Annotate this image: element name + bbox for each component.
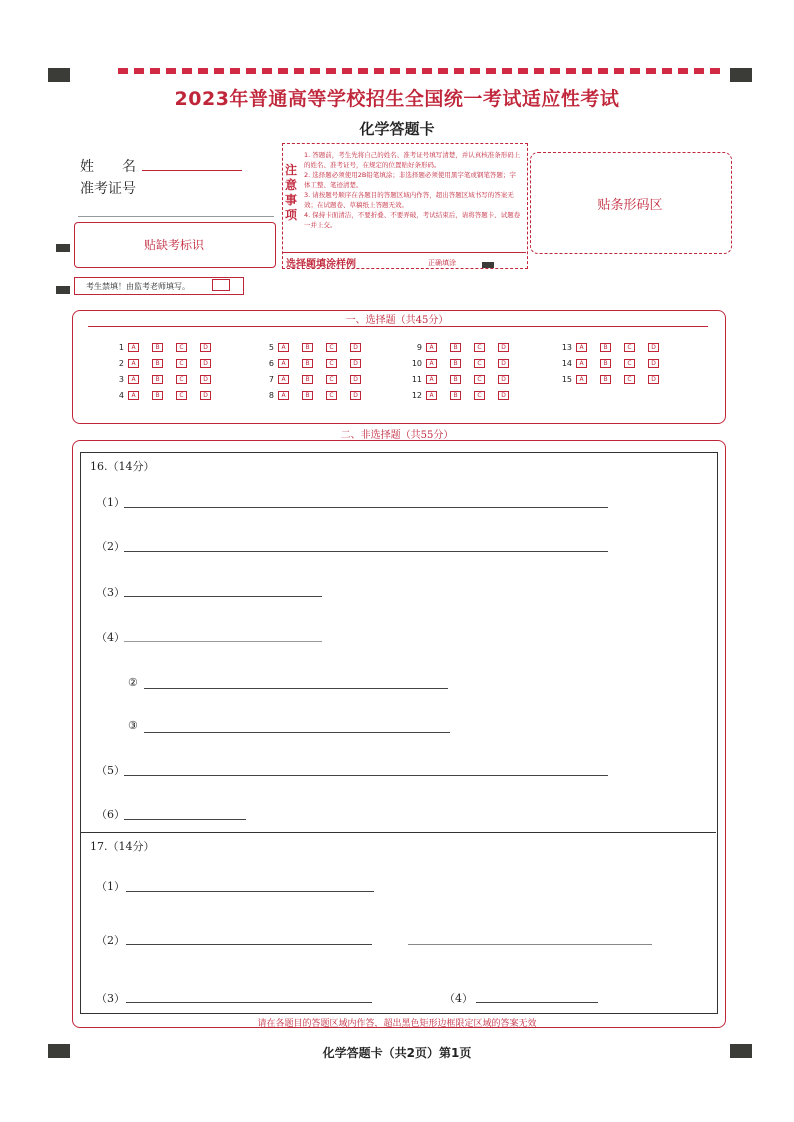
choice-row xyxy=(410,375,522,384)
choice-bubble[interactable]: D xyxy=(200,343,211,352)
choice-bubble[interactable]: A xyxy=(576,359,587,368)
choice-bubble[interactable]: D xyxy=(350,375,361,384)
choice-bubble[interactable]: C xyxy=(176,343,187,352)
choice-bubble[interactable]: B xyxy=(152,375,163,384)
choice-bubble[interactable]: A xyxy=(278,375,289,384)
question-number: 14 xyxy=(561,359,572,368)
choice-bubble[interactable]: A xyxy=(426,359,437,368)
choice-bubble[interactable]: A xyxy=(278,391,289,400)
choice-row xyxy=(560,375,672,384)
choice-bubble[interactable]: C xyxy=(624,343,635,352)
choice-bubble[interactable]: C xyxy=(624,375,635,384)
choice-row xyxy=(262,375,374,384)
choice-bubble[interactable]: D xyxy=(350,343,361,352)
q16-part5-answer[interactable] xyxy=(124,775,608,776)
choice-row xyxy=(112,375,224,384)
choice-bubble[interactable]: D xyxy=(498,391,509,400)
choice-bubble[interactable]: B xyxy=(152,391,163,400)
q16-sub2-answer[interactable] xyxy=(144,688,448,689)
choice-row xyxy=(560,343,672,352)
choice-bubble[interactable]: B xyxy=(152,359,163,368)
choice-bubble[interactable]: C xyxy=(474,359,485,368)
q17-part2-answer-a[interactable] xyxy=(126,944,372,945)
choice-bubble[interactable]: B xyxy=(600,359,611,368)
section1-title-underline xyxy=(88,326,708,327)
q17-part4-label: （4） xyxy=(444,992,473,1005)
choice-bubble[interactable]: B xyxy=(152,343,163,352)
choice-bubble[interactable]: A xyxy=(128,359,139,368)
choice-bubble[interactable]: B xyxy=(302,375,313,384)
question-number: 4 xyxy=(118,391,124,400)
header-dash-line xyxy=(118,68,722,74)
alignment-marker-top-right xyxy=(730,68,752,82)
choice-bubble[interactable]: C xyxy=(326,359,337,368)
missing-exam-label: 贴缺考标识 xyxy=(143,238,204,252)
choice-bubble[interactable]: C xyxy=(474,375,485,384)
choice-row xyxy=(410,391,522,400)
q16-part6-label: （6） xyxy=(96,808,125,821)
q17-part3-label: （3） xyxy=(96,992,125,1005)
question-number: 11 xyxy=(411,375,422,384)
alignment-marker-top-left xyxy=(48,68,70,82)
answer-region-frame xyxy=(80,452,718,1014)
choice-bubble[interactable]: C xyxy=(474,391,485,400)
question-number: 10 xyxy=(411,359,422,368)
choice-bubble[interactable]: A xyxy=(278,343,289,352)
question-number: 6 xyxy=(268,359,274,368)
proctor-text: 考生禁填！由监考老师填写。 xyxy=(86,282,190,291)
choice-bubble[interactable]: D xyxy=(350,359,361,368)
q16-part1-label: （1） xyxy=(96,496,125,509)
choice-row xyxy=(262,391,374,400)
name-label: 姓 名 xyxy=(80,159,136,175)
choice-bubble[interactable]: B xyxy=(600,375,611,384)
barcode-label: 贴条形码区 xyxy=(597,198,663,213)
choice-bubble[interactable]: A xyxy=(426,375,437,384)
choice-bubble[interactable]: A xyxy=(576,343,587,352)
notice-divider xyxy=(282,252,526,253)
question-number: 9 xyxy=(416,343,422,352)
choice-bubble[interactable]: A xyxy=(128,343,139,352)
q17-label: 17.（14分） xyxy=(90,840,155,853)
choice-bubble[interactable]: A xyxy=(576,375,587,384)
choice-row xyxy=(112,343,224,352)
notice-item: 1. 答题前，考生先将自己的姓名、准考证号填写清楚，并认真核准条形码上的姓名、准考证号，在规定的位置贴好条形码。 xyxy=(304,151,521,169)
choice-row xyxy=(112,391,224,400)
choice-bubble[interactable]: A xyxy=(278,359,289,368)
notice-list xyxy=(304,150,522,230)
page-title: 2023年普通高等学校招生全国统一考试适应性考试 xyxy=(174,88,620,110)
question-number: 7 xyxy=(268,375,274,384)
question-number: 13 xyxy=(561,343,572,352)
q16-part3-label: （3） xyxy=(96,586,125,599)
section1-title: 一、选择题（共45分） xyxy=(345,315,449,326)
choice-bubble[interactable]: B xyxy=(450,391,461,400)
choice-row xyxy=(410,343,522,352)
choice-bubble[interactable]: D xyxy=(350,391,361,400)
q17-part1-label: （1） xyxy=(96,880,125,893)
id-label: 准考证号 xyxy=(80,181,136,197)
choice-bubble[interactable]: D xyxy=(200,375,211,384)
divider xyxy=(78,216,274,217)
choice-bubble[interactable]: C xyxy=(176,359,187,368)
choice-bubble[interactable]: D xyxy=(498,359,509,368)
choice-row xyxy=(560,359,672,368)
choice-row xyxy=(410,359,522,368)
question-number: 8 xyxy=(268,391,274,400)
choice-bubble[interactable]: A xyxy=(426,343,437,352)
choice-bubble[interactable]: D xyxy=(648,375,659,384)
q17-part4-answer[interactable] xyxy=(476,1002,598,1003)
q16-part2-answer[interactable] xyxy=(124,551,608,552)
q16-part2-label: （2） xyxy=(96,540,125,553)
q17-part3-answer[interactable] xyxy=(126,1002,372,1003)
choice-bubble[interactable]: B xyxy=(302,359,313,368)
choice-bubble[interactable]: D xyxy=(200,391,211,400)
name-field[interactable] xyxy=(142,170,242,171)
question-number: 1 xyxy=(118,343,124,352)
q16-sub3-label: ③ xyxy=(128,719,138,732)
q16-part5-label: （5） xyxy=(96,764,125,777)
q16-sub2-label: ② xyxy=(128,676,138,689)
notice-item: 2. 选择题必须使用2B铅笔填涂；非选择题必须使用黑字笔或钢笔答题；字体工整、笔迹清楚。 xyxy=(304,171,516,189)
question-number: 2 xyxy=(118,359,124,368)
choice-bubble[interactable]: B xyxy=(600,343,611,352)
choice-bubble[interactable]: A xyxy=(128,391,139,400)
alignment-marker-mid-left-2 xyxy=(56,286,70,294)
choice-row xyxy=(262,359,374,368)
choice-bubble[interactable]: C xyxy=(326,343,337,352)
q16-sub3-answer[interactable] xyxy=(144,732,450,733)
choice-bubble[interactable]: B xyxy=(302,391,313,400)
q17-part2-answer-b[interactable] xyxy=(408,944,652,945)
choice-bubble[interactable]: D xyxy=(200,359,211,368)
alignment-marker-mid-left xyxy=(56,244,70,252)
choice-bubble[interactable]: B xyxy=(302,343,313,352)
choice-bubble[interactable]: C xyxy=(176,375,187,384)
q16-part1-answer[interactable] xyxy=(124,507,608,508)
choice-bubble[interactable]: D xyxy=(498,375,509,384)
choice-bubble[interactable]: B xyxy=(450,359,461,368)
notice-item: 4. 保持卡面清洁，不要折叠、不要弄破，考试结束后，请将答题卡、试题卷一并上交。 xyxy=(304,211,521,229)
proctor-checkbox[interactable] xyxy=(212,279,230,291)
choice-row xyxy=(262,343,374,352)
notice-item: 3. 请按题号顺序在各题目的答题区域内作答，超出答题区域书写的答案无效；在试题卷、草稿纸上答题无效。 xyxy=(304,191,514,209)
notice-heading: 注意事项 xyxy=(285,163,298,222)
footer-warning: 请在各题目的答题区域内作答，超出黑色矩形边框限定区域的答案无效 xyxy=(257,1019,537,1029)
section2-title: 二、非选择题（共55分） xyxy=(340,430,454,441)
choice-bubble[interactable]: C xyxy=(176,391,187,400)
q16-label: 16.（14分） xyxy=(90,460,155,473)
q17-part2-label: （2） xyxy=(96,934,125,947)
question-number: 15 xyxy=(561,375,572,384)
choice-bubble[interactable]: D xyxy=(648,343,659,352)
q16-part6-answer[interactable] xyxy=(124,819,246,820)
q17-part1-answer[interactable] xyxy=(126,891,374,892)
choice-bubble[interactable]: B xyxy=(450,375,461,384)
choice-bubble[interactable]: C xyxy=(474,343,485,352)
sample-label: 选择题填涂样例 xyxy=(286,259,356,270)
q16-part4-answer[interactable] xyxy=(124,641,322,642)
choice-bubble[interactable]: C xyxy=(624,359,635,368)
page-subtitle: 化学答题卡 xyxy=(359,120,435,138)
page-footer: 化学答题卡（共2页）第1页 xyxy=(322,1046,472,1060)
q-divider xyxy=(80,832,716,833)
q16-part4-label: （4） xyxy=(96,631,125,644)
question-number: 5 xyxy=(268,343,274,352)
question-number: 3 xyxy=(118,375,124,384)
choice-row xyxy=(112,359,224,368)
choice-bubble[interactable]: D xyxy=(648,359,659,368)
choice-bubble[interactable]: C xyxy=(326,391,337,400)
correct-fill-label: 正确填涂 xyxy=(428,259,456,267)
choice-bubble[interactable]: A xyxy=(128,375,139,384)
q16-part3-answer[interactable] xyxy=(124,596,322,597)
choice-bubble[interactable]: D xyxy=(498,343,509,352)
choice-bubble[interactable]: C xyxy=(326,375,337,384)
question-number: 12 xyxy=(411,391,422,400)
choice-bubble[interactable]: A xyxy=(426,391,437,400)
choice-bubble[interactable]: B xyxy=(450,343,461,352)
